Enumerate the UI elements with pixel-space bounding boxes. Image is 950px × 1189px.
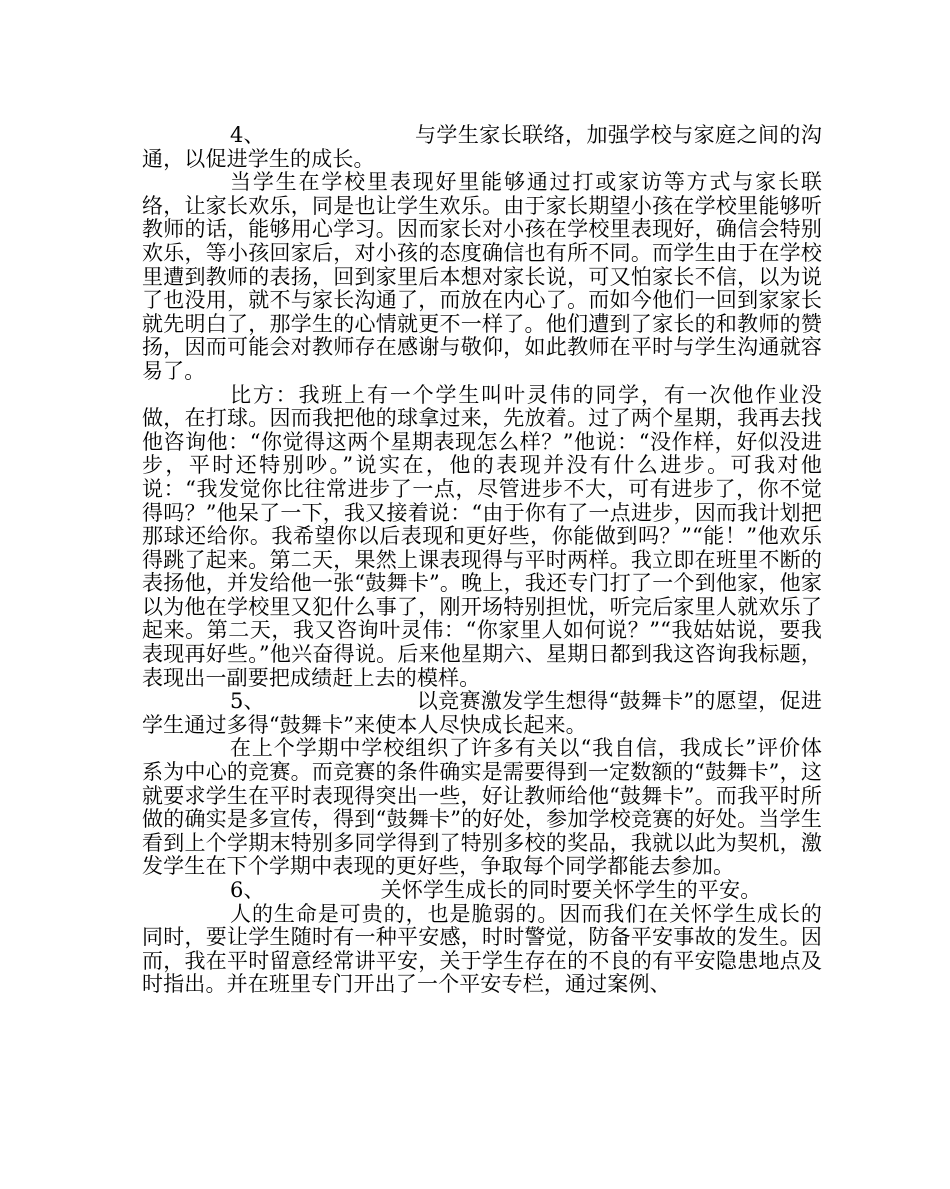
section-5-paragraph-1: 在上个学期中学校组织了许多有关以“我自信，我成长”评价体系为中心的竞赛。而竞赛的条件确实是需要得到一定数额的“鼓舞卡”，这就要求学生在平时表现得突出一些，好让教师给他“鼓舞卡”。而我平时所做的确实是多宣传，得到“鼓舞卡”的好处，参加学校竞赛的好处。当学生看到上个学期末特别多同学得到了特别多校的奖品，我就以此为契机，激发学生在下个学期中表现的更好些，争取每个同学都能去参加。 (142, 736, 822, 879)
section-5-title: 以竞赛激发学生想得“鼓舞卡”的愿望，促进学生通过多得“鼓舞卡”来使本人尽快成长起来。 (142, 689, 822, 737)
section-6-paragraph-1: 人的生命是可贵的，也是脆弱的。因而我们在关怀学生成长的同时，要让学生随时有一种平安感，时时警觉，防备平安事故的发生。因而，我在平时留意经常讲平安，关于学生存在的不良的有平安隐患地点及时指出。并在班里专门开出了一个平安专栏，通过案例、 (142, 901, 822, 997)
section-6-number: 6、 (230, 878, 265, 902)
section-6-title: 关怀学生成长的同时要关怀学生的平安。 (380, 878, 762, 902)
section-6-heading (142, 879, 822, 903)
section-4-heading (142, 124, 822, 171)
section-5-number: 5、 (230, 689, 265, 714)
document-body (142, 124, 822, 997)
section-4-paragraph-1: 当学生在学校里表现好里能够通过打或家访等方式与家长联络，让家长欢乐，同是也让学生欢乐。由于家长期望小孩在学校里能够听教师的话，能够用心学习。因而家长对小孩在学校里表现好，确信会特别欢乐，等小孩回家后，对小孩的态度确信也有所不同。而学生由于在学校里遭到教师的表扬，回到家里后本想对家长说，可又怕家长不信，以为说了也没用，就不与家长沟通了，而放在内心了。而如今他们一回到家家长就先明白了，那学生的心情就更不一样了。他们遭到了家长的和教师的赞扬，因而可能会对教师存在感谢与敬仰，如此教师在平时与学生沟通就容易了。 (142, 170, 822, 383)
section-4-paragraph-2: 比方：我班上有一个学生叫叶灵伟的同学，有一次他作业没做，在打球。因而我把他的球拿过来，先放着。过了两个星期，我再去找他咨询他：“你觉得这两个星期表现怎么样？”他说：“没作样，好似没进步，平时还特别吵。”说实在，他的表现并没有什么进步。可我对他说：“我发觉你比往常进步了一点，尽管进步不大，可有进步了，你不觉得吗？”他呆了一下，我又接着说：“由于你有了一点进步，因而我计划把那球还给你。我希望你以后表现和更好些，你能做到吗？”“能！”他欢乐得跳了起来。第二天，果然上课表现得与平时两样。我立即在班里不断的表扬他，并发给他一张“鼓舞卡”。晚上，我还专门打了一个到他家，他家以为他在学校里又犯什么事了，刚开场特别担忧，听完后家里人就欢乐了起来。第二天，我又咨询叶灵伟：“你家里人如何说？”“我姑姑说，要我表现再好些。”他兴奋得说。后来他星期六、星期日都到我这咨询我标题，表现出一副要把成绩赶上去的模样。 (142, 382, 822, 690)
section-4-title: 与学生家长联络，加强学校与家庭之间的沟通，以促进学生的成长。 (142, 123, 822, 171)
section-5-heading (142, 690, 822, 737)
section-4-number: 4、 (230, 123, 265, 147)
